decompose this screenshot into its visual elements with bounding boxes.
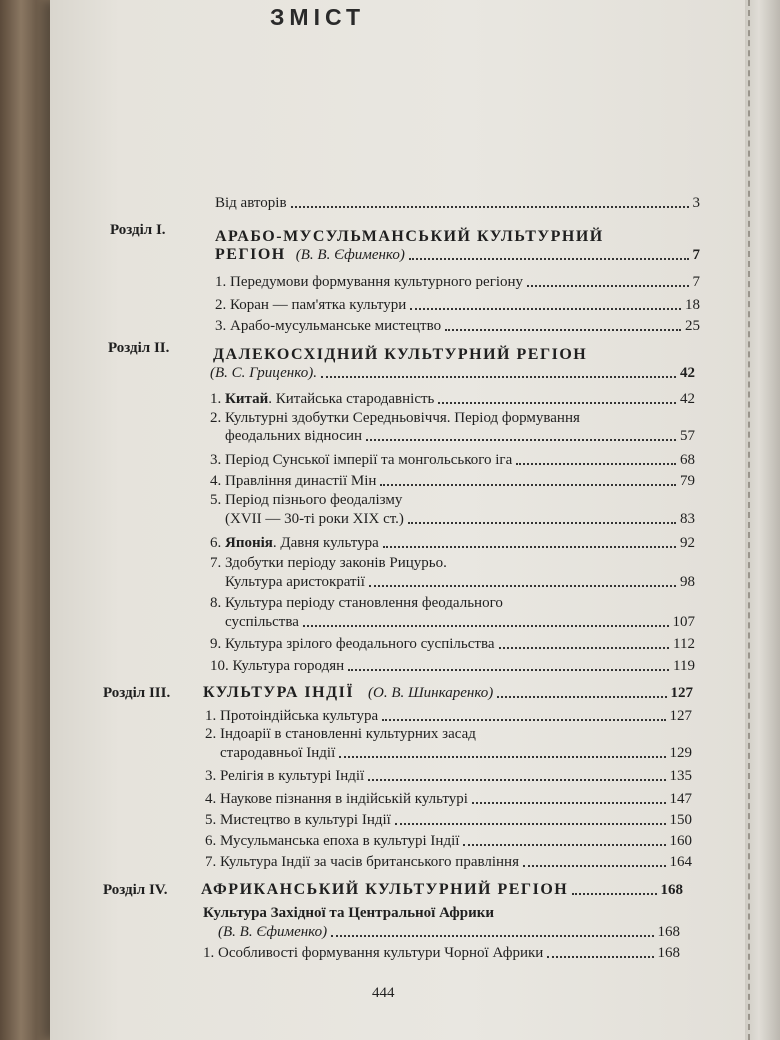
toc-entry: [210, 636, 695, 653]
leader-dots: [368, 779, 665, 781]
entry-page: 164: [669, 854, 692, 870]
china-heading: Китай: [225, 391, 269, 407]
leader-dots: [472, 802, 666, 804]
toc-entry: [215, 274, 700, 291]
entry-number: 6.: [210, 535, 225, 551]
leader-dots: [497, 696, 666, 698]
entry-text-line1: 5. Період пізнього феодалізму: [210, 492, 403, 508]
leader-dots: [291, 206, 689, 208]
entry-text: (XVII — 30-ті роки XIX ст.): [225, 511, 404, 527]
entry-page: 107: [672, 614, 695, 630]
entry-page: 129: [669, 745, 692, 761]
entry-text: 3. Період Сунської імперії та монгольського іга: [210, 452, 513, 468]
subsection-author: (В. В. Єфименко): [218, 924, 328, 940]
toc-entry-japan: [210, 535, 695, 552]
entry-page: 68: [680, 452, 695, 468]
section-4-row: [103, 881, 683, 899]
leader-dots: [516, 463, 676, 465]
section-1-title-line1: АРАБО-МУСУЛЬМАНСЬКИЙ КУЛЬТУРНИЙ: [215, 228, 604, 245]
entry-page: 168: [657, 945, 680, 961]
entry-text: 1. Передумови формування культурного регіону: [215, 274, 524, 290]
section-2-author-row: [210, 365, 695, 382]
section-2-label: Розділ II.: [108, 340, 170, 356]
entry-page: 42: [680, 391, 695, 407]
china-text: . Китайська стародавність: [268, 391, 435, 407]
leader-dots: [410, 308, 681, 310]
toc-entry: [215, 297, 700, 314]
toc-entry: [203, 945, 680, 962]
leader-dots: [572, 893, 656, 895]
subsection-title: Культура Західної та Центральної Африки: [203, 905, 495, 921]
leader-dots: [408, 522, 676, 524]
entry-page: 92: [680, 535, 695, 551]
entry-text: 1. Протоіндійська культура: [205, 708, 379, 724]
section-4-title: АФРИКАНСЬКИЙ КУЛЬТУРНИЙ РЕГІОН: [201, 881, 569, 898]
entry-text: 3. Релігія в культурі Індії: [205, 768, 365, 784]
section-1-author: (В. В. Єфименко): [295, 247, 405, 263]
leader-dots: [438, 402, 676, 404]
entry-page: 3: [692, 195, 700, 211]
entry-text: 4. Правління династії Мін: [210, 473, 377, 489]
section-3-page: 127: [670, 685, 693, 701]
leader-dots: [383, 546, 676, 548]
toc-entry: [210, 452, 695, 469]
entry-page: 150: [669, 812, 692, 828]
section-1-page: 7: [692, 247, 700, 263]
section-4-label: Розділ IV.: [103, 882, 168, 898]
leader-dots: [369, 585, 676, 587]
toc-entry: [225, 428, 695, 445]
binding-stitch: [748, 0, 750, 1040]
section-3-label: Розділ III.: [103, 685, 171, 701]
toc-entry: [225, 574, 695, 591]
entry-page: 18: [685, 297, 700, 313]
entry-page: 25: [685, 318, 700, 334]
leader-dots: [348, 669, 669, 671]
book-binding: [745, 0, 780, 1040]
entry-text: 6. Мусульманська епоха в культурі Індії: [205, 833, 460, 849]
toc-entry: [220, 745, 692, 762]
entry-text: Від авторів: [215, 195, 287, 211]
entry-text: 5. Мистецтво в культурі Індії: [205, 812, 391, 828]
section-2-author: (В. С. Гриценко).: [210, 365, 317, 381]
section-4-page: 168: [660, 882, 683, 898]
toc-entry: [205, 708, 692, 725]
entry-page: 168: [657, 924, 680, 940]
subsection-author-row: [218, 924, 680, 941]
entry-page: 119: [673, 658, 695, 674]
leader-dots: [382, 719, 665, 721]
entry-text: 10. Культура городян: [210, 658, 345, 674]
entry-text-line1: 2. Культурні здобутки Середньовіччя. Період формування: [210, 410, 580, 426]
entry-text: 9. Культура зрілого феодального суспільства: [210, 636, 495, 652]
toc-entry: [205, 791, 692, 808]
entry-text-line1: 8. Культура періоду становлення феодального: [210, 595, 503, 611]
entry-page: 135: [669, 768, 692, 784]
section-1-label: Розділ І.: [110, 222, 166, 238]
leader-dots: [380, 484, 676, 486]
leader-dots: [395, 823, 666, 825]
entry-text: 3. Арабо-мусульманське мистецтво: [215, 318, 442, 334]
leader-dots: [339, 756, 665, 758]
toc-entry: [215, 318, 700, 335]
entry-text: суспільства: [225, 614, 299, 630]
entry-text-line1: 2. Індоарії в становленні культурних засад: [205, 726, 476, 742]
toc-entry: [225, 511, 695, 528]
entry-text: 1. Особливості формування культури Чорної Африки: [203, 945, 544, 961]
page-number: 444: [372, 985, 395, 1001]
entry-page: 7: [692, 274, 700, 290]
leader-dots: [463, 844, 665, 846]
leader-dots: [303, 625, 669, 627]
entry-text: феодальних відносин: [225, 428, 362, 444]
leader-dots: [523, 865, 666, 867]
entry-text: 7. Культура Індії за часів британського правління: [205, 854, 519, 870]
section-3-author: (О. В. Шинкаренко): [368, 685, 494, 701]
entry-text: 2. Коран — пам'ятка культури: [215, 297, 407, 313]
page-title: ЗМІСТ: [270, 4, 366, 30]
section-1-title-row: [215, 246, 700, 264]
entry-text: Культура аристократії: [225, 574, 365, 590]
entry-page: 79: [680, 473, 695, 489]
leader-dots: [445, 329, 681, 331]
entry-text: 4. Наукове пізнання в індійській культурі: [205, 791, 468, 807]
entry-text-line1: 7. Здобутки періоду законів Рицурьо.: [210, 555, 447, 571]
japan-text: . Давня культура: [272, 535, 379, 551]
toc-entry: [225, 614, 695, 631]
section-3-title: КУЛЬТУРА ІНДІЇ: [203, 684, 355, 701]
section-2-page: 42: [680, 365, 695, 381]
leader-dots: [527, 285, 688, 287]
entry-text: 1. Китай. Китайська стародавність: [210, 391, 435, 407]
entry-page: 98: [680, 574, 695, 590]
toc-entry: [205, 854, 692, 871]
toc-entry: [210, 658, 695, 675]
toc-entry: [205, 812, 692, 829]
entry-page: 57: [680, 428, 695, 444]
section-2-title: ДАЛЕКОСХІДНИЙ КУЛЬТУРНИЙ РЕГІОН: [213, 346, 588, 363]
toc-entry: [205, 833, 692, 850]
leader-dots: [331, 935, 653, 937]
section-1-title-line2: РЕГІОН: [215, 246, 286, 263]
leader-dots: [366, 439, 676, 441]
entry-page: 127: [669, 708, 692, 724]
entry-page: 112: [673, 636, 695, 652]
section-3-row: [103, 684, 693, 702]
entry-text: стародавньої Індії: [220, 745, 336, 761]
leader-dots: [547, 956, 653, 958]
toc-entry-authors: [215, 195, 700, 212]
leader-dots: [321, 376, 676, 378]
entry-page: 83: [680, 511, 695, 527]
leader-dots: [409, 258, 689, 260]
toc-entry: [205, 768, 692, 785]
toc-entry: [210, 473, 695, 490]
japan-heading: Японія: [225, 535, 273, 551]
entry-page: 147: [669, 791, 692, 807]
entry-page: 160: [669, 833, 692, 849]
toc-entry-china: [210, 391, 695, 408]
leader-dots: [499, 647, 670, 649]
entry-text: [210, 535, 379, 552]
